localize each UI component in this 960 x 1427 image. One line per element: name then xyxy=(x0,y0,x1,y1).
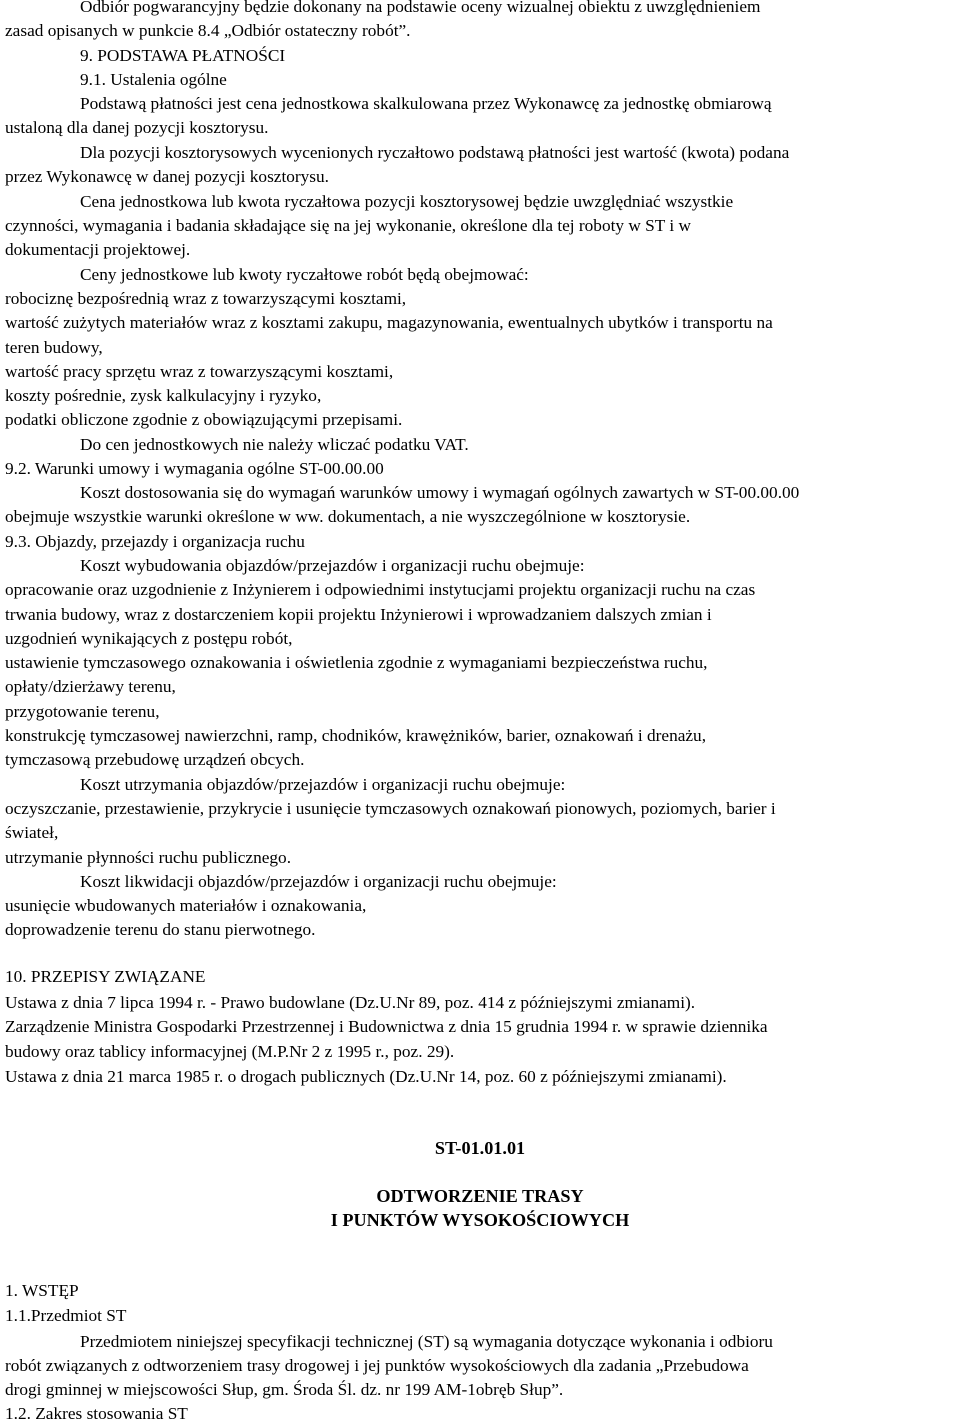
text-line: trwania budowy, wraz z dostarczeniem kopii projektu Inżynierowi i wprowadzaniem dalszych zmian i xyxy=(5,605,712,624)
text-line: 1.1.Przedmiot ST xyxy=(5,1306,127,1325)
text-line: Koszt likwidacji objazdów/przejazdów i organizacji ruchu obejmuje: xyxy=(80,872,557,891)
text-line: przez Wykonawcę w danej pozycji kosztorysu. xyxy=(5,167,329,186)
text-line: Ustawa z dnia 21 marca 1985 r. o drogach publicznych (Dz.U.Nr 14, poz. 60 z późniejszymi zmianami). xyxy=(5,1067,727,1086)
text-line: zasad opisanych w punkcie 8.4 „Odbiór ostateczny robót”. xyxy=(5,21,411,40)
text-line: przygotowanie terenu, xyxy=(5,702,160,721)
text-line: Przedmiotem niniejszej specyfikacji technicznej (ST) są wymagania dotyczące wykonania i odbioru xyxy=(80,1332,773,1351)
text-line: teren budowy, xyxy=(5,338,103,357)
text-line: 1. WSTĘP xyxy=(5,1281,79,1300)
text-line: obejmuje wszystkie warunki określone w ww. dokumentach, a nie wyszczególnione w kosztorysie. xyxy=(5,507,691,526)
text-line: Do cen jednostkowych nie należy wliczać podatku VAT. xyxy=(80,435,469,454)
text-line: konstrukcję tymczasowej nawierzchni, ramp, chodników, krawężników, barier, oznakowań i drenażu, xyxy=(5,726,707,745)
section-title: ST-01.01.01 xyxy=(434,1138,526,1158)
text-line: 9.2. Warunki umowy i wymagania ogólne ST-00.00.00 xyxy=(5,459,384,478)
text-line: utrzymanie płynności ruchu publicznego. xyxy=(5,848,292,867)
text-line: 9. PODSTAWA PŁATNOŚCI xyxy=(80,46,286,65)
text-line: Ceny jednostkowe lub kwoty ryczałtowe robót będą obejmować: xyxy=(80,265,529,284)
section-title: I PUNKTÓW WYSOKOŚCIOWYCH xyxy=(330,1210,630,1230)
text-line: koszty pośrednie, zysk kalkulacyjny i ryzyko, xyxy=(5,386,322,405)
text-line: Ustawa z dnia 7 lipca 1994 r. - Prawo budowlane (Dz.U.Nr 89, poz. 414 z późniejszymi zmianami). xyxy=(5,993,696,1012)
text-line: opracowanie oraz uzgodnienie z Inżynierem i odpowiednimi instytucjami projektu organizacji ruchu na czas xyxy=(5,580,756,599)
text-line: Koszt utrzymania objazdów/przejazdów i organizacji ruchu obejmuje: xyxy=(80,775,566,794)
text-line: tymczasową przebudowę urządzeń obcych. xyxy=(5,750,305,769)
text-line: 1.2. Zakres stosowania ST xyxy=(5,1404,188,1423)
text-line: Cena jednostkowa lub kwota ryczałtowa pozycji kosztorysowej będzie uwzględniać wszystkie xyxy=(80,192,734,211)
text-line: dokumentacji projektowej. xyxy=(5,240,191,259)
text-line: 9.1. Ustalenia ogólne xyxy=(80,70,227,89)
text-line: 10. PRZEPISY ZWIĄZANE xyxy=(5,967,206,986)
text-line: Koszt dostosowania się do wymagań warunków umowy i wymagań ogólnych zawartych w ST-00.00.00 xyxy=(80,483,800,502)
text-line: Odbiór pogwarancyjny będzie dokonany na podstawie oceny wizualnej obiektu z uwzględnieniem xyxy=(80,0,761,16)
text-line: drogi gminnej w miejscowości Słup, gm. Środa Śl. dz. nr 199 AM-1obręb Słup”. xyxy=(5,1380,564,1399)
text-line: Koszt wybudowania objazdów/przejazdów i organizacji ruchu obejmuje: xyxy=(80,556,585,575)
text-line: czynności, wymagania i badania składające się na jej wykonanie, określone dla tej roboty w ST i w xyxy=(5,216,691,235)
text-line: doprowadzenie terenu do stanu pierwotnego. xyxy=(5,920,316,939)
text-line: wartość zużytych materiałów wraz z kosztami zakupu, magazynowania, ewentualnych ubytków i transportu na xyxy=(5,313,773,332)
text-line: świateł, xyxy=(5,823,59,842)
text-line: robót związanych z odtworzeniem trasy drogowej i jej punktów wysokościowych dla zadania „Przebudowa xyxy=(5,1356,749,1375)
section-title: ODTWORZENIE TRASY xyxy=(376,1186,584,1206)
text-line: Podstawą płatności jest cena jednostkowa skalkulowana przez Wykonawcę za jednostkę obmiarową xyxy=(80,94,772,113)
text-line: Zarządzenie Ministra Gospodarki Przestrzennej i Budownictwa z dnia 15 grudnia 1994 r. w sprawie dziennika xyxy=(5,1017,768,1036)
text-line: budowy oraz tablicy informacyjnej (M.P.Nr 2 z 1995 r., poz. 29). xyxy=(5,1042,455,1061)
text-line: ustaloną dla danej pozycji kosztorysu. xyxy=(5,118,269,137)
text-line: uzgodnień wynikających z postępu robót, xyxy=(5,629,293,648)
text-line: ustawienie tymczasowego oznakowania i oświetlenia zgodnie z wymaganiami bezpieczeństwa ruchu, xyxy=(5,653,708,672)
text-line: oczyszczanie, przestawienie, przykrycie i usunięcie tymczasowych oznakowań pionowych, poziomych, barier i xyxy=(5,799,776,818)
text-line: robociznę bezpośrednią wraz z towarzyszącymi kosztami, xyxy=(5,289,407,308)
text-line: podatki obliczone zgodnie z obowiązującymi przepisami. xyxy=(5,410,403,429)
text-line: opłaty/dzierżawy terenu, xyxy=(5,677,176,696)
text-line: 9.3. Objazdy, przejazdy i organizacja ruchu xyxy=(5,532,305,551)
text-line: wartość pracy sprzętu wraz z towarzyszącymi kosztami, xyxy=(5,362,394,381)
text-line: Dla pozycji kosztorysowych wycenionych ryczałtowo podstawą płatności jest wartość (kwota) podana xyxy=(80,143,790,162)
text-line: usunięcie wbudowanych materiałów i oznakowania, xyxy=(5,896,367,915)
